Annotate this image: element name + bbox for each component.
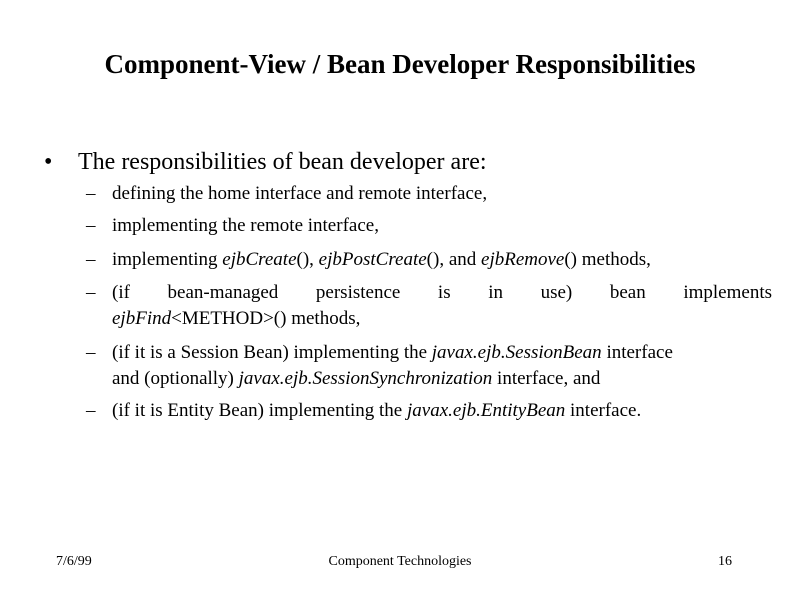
interface-name: javax.ejb.SessionBean	[431, 342, 602, 363]
interface-name: javax.ejb.EntityBean	[406, 400, 566, 421]
text-run: and (optionally)	[112, 368, 239, 389]
text-run: (if it is a Session Bean) implementing the	[112, 342, 432, 363]
method-name: ejbPostCreate	[318, 249, 427, 270]
bullet-marker: •	[44, 149, 53, 175]
text-run: interface	[601, 342, 673, 363]
text-run: interface, and	[492, 368, 601, 389]
sub-item-text: (if bean-managed persistence is in use) bean implements	[112, 282, 772, 303]
sub-item-text	[112, 340, 772, 366]
footer-date: 7/6/99	[56, 554, 92, 569]
method-name: ejbCreate	[222, 249, 297, 270]
dash-marker: –	[86, 400, 96, 421]
dash-marker: –	[86, 183, 96, 204]
dash-marker: –	[86, 249, 96, 270]
sub-item-text	[112, 247, 772, 273]
text-run: () methods,	[564, 249, 651, 270]
sub-item-continuation	[112, 366, 600, 392]
dash-marker: –	[86, 342, 96, 363]
dash-marker: –	[86, 215, 96, 236]
interface-name: javax.ejb.SessionSynchronization	[238, 368, 493, 389]
text-run: implementing	[112, 249, 223, 270]
text-run: (), and	[426, 249, 482, 270]
text-run: <METHOD>() methods,	[171, 308, 361, 329]
sub-item-continuation	[112, 306, 360, 332]
slide-title: Component-View / Bean Developer Responsibilities	[104, 49, 696, 79]
sub-item-text: implementing the remote interface,	[112, 215, 379, 236]
main-bullet-text: The responsibilities of bean developer are:	[78, 149, 487, 175]
text-run: interface.	[565, 400, 642, 421]
page-number: 16	[718, 554, 732, 569]
method-name: ejbFind	[112, 308, 172, 329]
dash-marker: –	[86, 282, 96, 303]
method-name: ejbRemove	[481, 249, 565, 270]
sub-item-text	[112, 398, 772, 424]
sub-item-text: defining the home interface and remote interface,	[112, 183, 488, 204]
text-run: (if it is Entity Bean) implementing the	[112, 400, 407, 421]
text-run: (),	[296, 249, 319, 270]
footer-title: Component Technologies	[328, 554, 472, 569]
